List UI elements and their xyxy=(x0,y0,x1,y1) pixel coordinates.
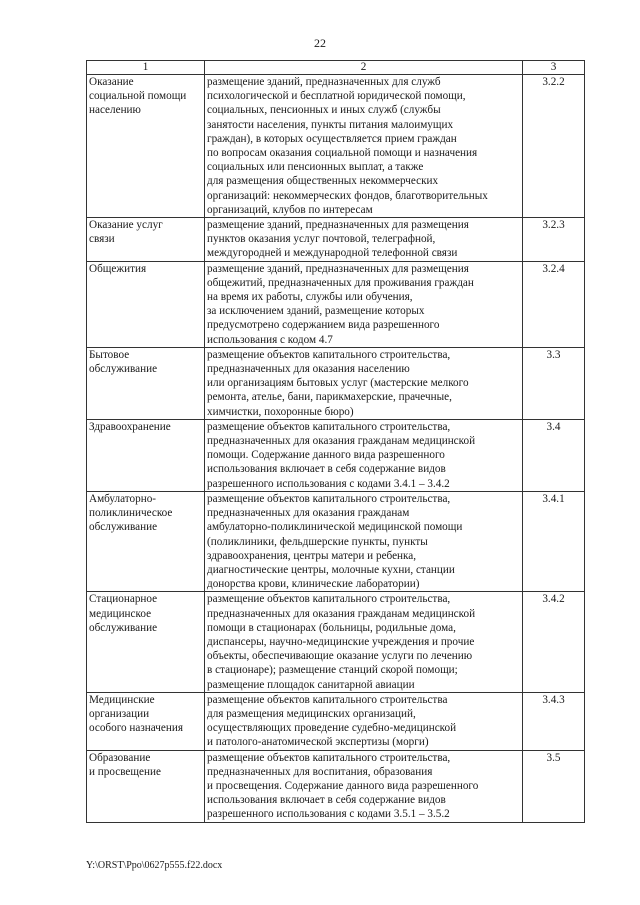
use-type-description-line: диспансеры, научно-медицинские учреждения и прочие xyxy=(207,635,475,648)
column-header-3: 3 xyxy=(523,61,585,75)
use-type-code: 3.2.4 xyxy=(523,261,585,347)
use-type-name-line: Медицинские xyxy=(89,693,155,706)
use-type-description-line: пунктов оказания услуг почтовой, телеграфной, xyxy=(207,233,436,246)
use-type-description-line: размещение зданий, предназначенных для размещения xyxy=(207,219,469,232)
use-type-name-line: поликлиническое xyxy=(89,507,173,520)
use-type-description xyxy=(205,750,523,822)
use-type-description-line: размещение объектов капитального строительства xyxy=(207,693,448,706)
use-type-name xyxy=(87,218,205,262)
use-type-name-line: населению xyxy=(89,104,141,117)
use-type-description-line: для размещения медицинских организаций, xyxy=(207,707,416,720)
use-type-description xyxy=(205,261,523,347)
table-row xyxy=(87,347,585,419)
use-type-name-line: обслуживание xyxy=(89,621,158,634)
use-type-name-line: Амбулаторно- xyxy=(89,492,157,505)
use-type-description-line: донорства крови, клинические лаборатории) xyxy=(207,578,420,591)
use-type-code: 3.4.2 xyxy=(523,592,585,692)
use-type-description-line: размещение объектов капитального строительства, xyxy=(207,751,451,764)
use-type-name-line: Оказание xyxy=(89,76,134,88)
column-header-2: 2 xyxy=(205,61,523,75)
use-type-description-line: использования включает в себя содержание видов xyxy=(207,463,446,476)
table-header-row xyxy=(87,61,585,75)
use-type-code: 3.2.3 xyxy=(523,218,585,262)
use-type-name-line: Бытовое xyxy=(89,348,130,361)
use-type-description-line: в стационаре); размещение станций скорой помощи; xyxy=(207,664,458,677)
use-type-name-line: и просвещение xyxy=(89,765,161,778)
use-type-description-line: на время их работы, службы или обучения, xyxy=(207,291,413,304)
table-body xyxy=(87,75,585,823)
use-type-description xyxy=(205,218,523,262)
use-type-description-line: предназначенных для воспитания, образования xyxy=(207,765,433,778)
use-type-description xyxy=(205,491,523,591)
use-type-description-line: граждан), в которых осуществляется прием граждан xyxy=(207,132,457,145)
use-type-name xyxy=(87,261,205,347)
table-row xyxy=(87,491,585,591)
use-type-description-line: использования с кодом 4.7 xyxy=(207,333,333,346)
use-type-description-line: размещение объектов капитального строительства, xyxy=(207,593,451,606)
use-type-code: 3.4.1 xyxy=(523,491,585,591)
use-type-description xyxy=(205,692,523,750)
table-row xyxy=(87,419,585,491)
use-type-description xyxy=(205,419,523,491)
use-type-description-line: и патолого-анатомической экспертизы (морги) xyxy=(207,736,429,749)
use-type-description-line: объекты, обеспечивающие оказание услуги по лечению xyxy=(207,650,473,663)
use-type-code: 3.4 xyxy=(523,419,585,491)
table-row xyxy=(87,75,585,218)
use-type-description-line: социальных, пенсионных и иных служб (службы xyxy=(207,104,441,117)
use-type-description-line: предназначенных для оказания гражданам медицинской xyxy=(207,607,476,620)
use-type-description-line: размещение объектов капитального строительства, xyxy=(207,492,451,505)
table-row xyxy=(87,592,585,692)
use-type-description-line: социальных или пенсионных выплат, а также xyxy=(207,161,424,174)
use-type-description xyxy=(205,75,523,218)
use-type-description-line: (поликлиники, фельдшерские пункты, пункты xyxy=(207,535,428,548)
use-type-description-line: предусмотрено содержанием вида разрешенного xyxy=(207,319,440,332)
use-type-description-line: разрешенного использования с кодами 3.4.1 – 3.4.2 xyxy=(207,477,450,490)
use-type-description-line: организаций, клубов по интересам xyxy=(207,203,373,216)
use-type-description-line: размещение объектов капитального строительства, xyxy=(207,420,451,433)
use-type-description-line: предназначенных для оказания гражданам xyxy=(207,507,410,520)
table-row xyxy=(87,261,585,347)
use-type-name-line: социальной помощи xyxy=(89,90,187,103)
use-type-name-line: Оказание услуг xyxy=(89,219,163,232)
column-header-1: 1 xyxy=(87,61,205,75)
use-type-name xyxy=(87,750,205,822)
use-type-code: 3.2.2 xyxy=(523,75,585,218)
use-type-name xyxy=(87,592,205,692)
use-type-code: 3.3 xyxy=(523,347,585,419)
use-type-description-line: или организациям бытовых услуг (мастерские мелкого xyxy=(207,377,469,390)
use-type-name-line: Стационарное xyxy=(89,593,158,606)
use-type-name xyxy=(87,419,205,491)
use-type-name-line: Общежития xyxy=(89,262,147,275)
use-type-description-line: занятости населения, пункты питания малоимущих xyxy=(207,118,454,131)
file-path-footer: Y:\ORST\Ppo\0627p555.f22.docx xyxy=(86,860,223,871)
use-type-name xyxy=(87,75,205,218)
use-type-description-line: размещение площадок санитарной авиации xyxy=(207,678,415,691)
use-type-description-line: осуществляющих проведение судебно-медицинской xyxy=(207,722,457,735)
use-type-name-line: медицинское xyxy=(89,607,152,620)
use-type-description-line: ремонта, ателье, бани, парикмахерские, прачечные, xyxy=(207,391,452,404)
use-type-description-line: общежитий, предназначенных для проживания граждан xyxy=(207,276,474,289)
use-type-description-line: организаций: некоммерческих фондов, благотворительных xyxy=(207,189,488,202)
use-type-description-line: помощи. Содержание данного вида разрешенного xyxy=(207,449,445,462)
use-type-name-line: обслуживание xyxy=(89,363,158,376)
use-type-description-line: размещение объектов капитального строительства, xyxy=(207,348,451,361)
table-row xyxy=(87,750,585,822)
use-type-name-line: Здравоохранение xyxy=(89,420,171,433)
use-type-description-line: диагностические центры, молочные кухни, станции xyxy=(207,563,455,576)
page-number: 22 xyxy=(314,36,326,50)
land-use-table xyxy=(86,60,585,823)
use-type-description-line: размещение зданий, предназначенных для размещения xyxy=(207,262,469,275)
table-row xyxy=(87,692,585,750)
use-type-description-line: амбулаторно-поликлинической медицинской помощи xyxy=(207,521,463,534)
use-type-description-line: и просвещения. Содержание данного вида разрешенного xyxy=(207,779,479,792)
use-type-name-line: связи xyxy=(89,233,115,246)
use-type-description-line: разрешенного использования с кодами 3.5.1 – 3.5.2 xyxy=(207,808,450,821)
use-type-name-line: обслуживание xyxy=(89,521,158,534)
use-type-description-line: за исключением зданий, размещение которых xyxy=(207,305,425,318)
use-type-description-line: размещение зданий, предназначенных для служб xyxy=(207,76,441,88)
use-type-description-line: здравоохранения, центры матери и ребенка, xyxy=(207,549,417,562)
use-type-description-line: междугородней и международной телефонной связи xyxy=(207,247,458,260)
use-type-description-line: использования включает в себя содержание видов xyxy=(207,794,446,807)
use-type-description-line: по вопросам оказания социальной помощи и назначения xyxy=(207,147,478,160)
use-type-name-line: организации xyxy=(89,707,150,720)
use-type-code: 3.5 xyxy=(523,750,585,822)
table-row xyxy=(87,218,585,262)
use-type-name-line: Образование xyxy=(89,751,151,764)
use-type-description-line: помощи в стационарах (больницы, родильные дома, xyxy=(207,621,456,634)
use-type-description-line: психологической и бесплатной юридической помощи, xyxy=(207,90,466,103)
use-type-description-line: для размещения общественных некоммерческих xyxy=(207,175,439,188)
use-type-description-line: химчистки, похоронные бюро) xyxy=(207,405,354,418)
use-type-description-line: предназначенных для оказания гражданам медицинской xyxy=(207,435,476,448)
use-type-code: 3.4.3 xyxy=(523,692,585,750)
use-type-name xyxy=(87,491,205,591)
use-type-description xyxy=(205,347,523,419)
use-type-description xyxy=(205,592,523,692)
use-type-name xyxy=(87,347,205,419)
use-type-description-line: предназначенных для оказания населению xyxy=(207,363,410,376)
use-type-name xyxy=(87,692,205,750)
use-type-name-line: особого назначения xyxy=(89,722,184,735)
